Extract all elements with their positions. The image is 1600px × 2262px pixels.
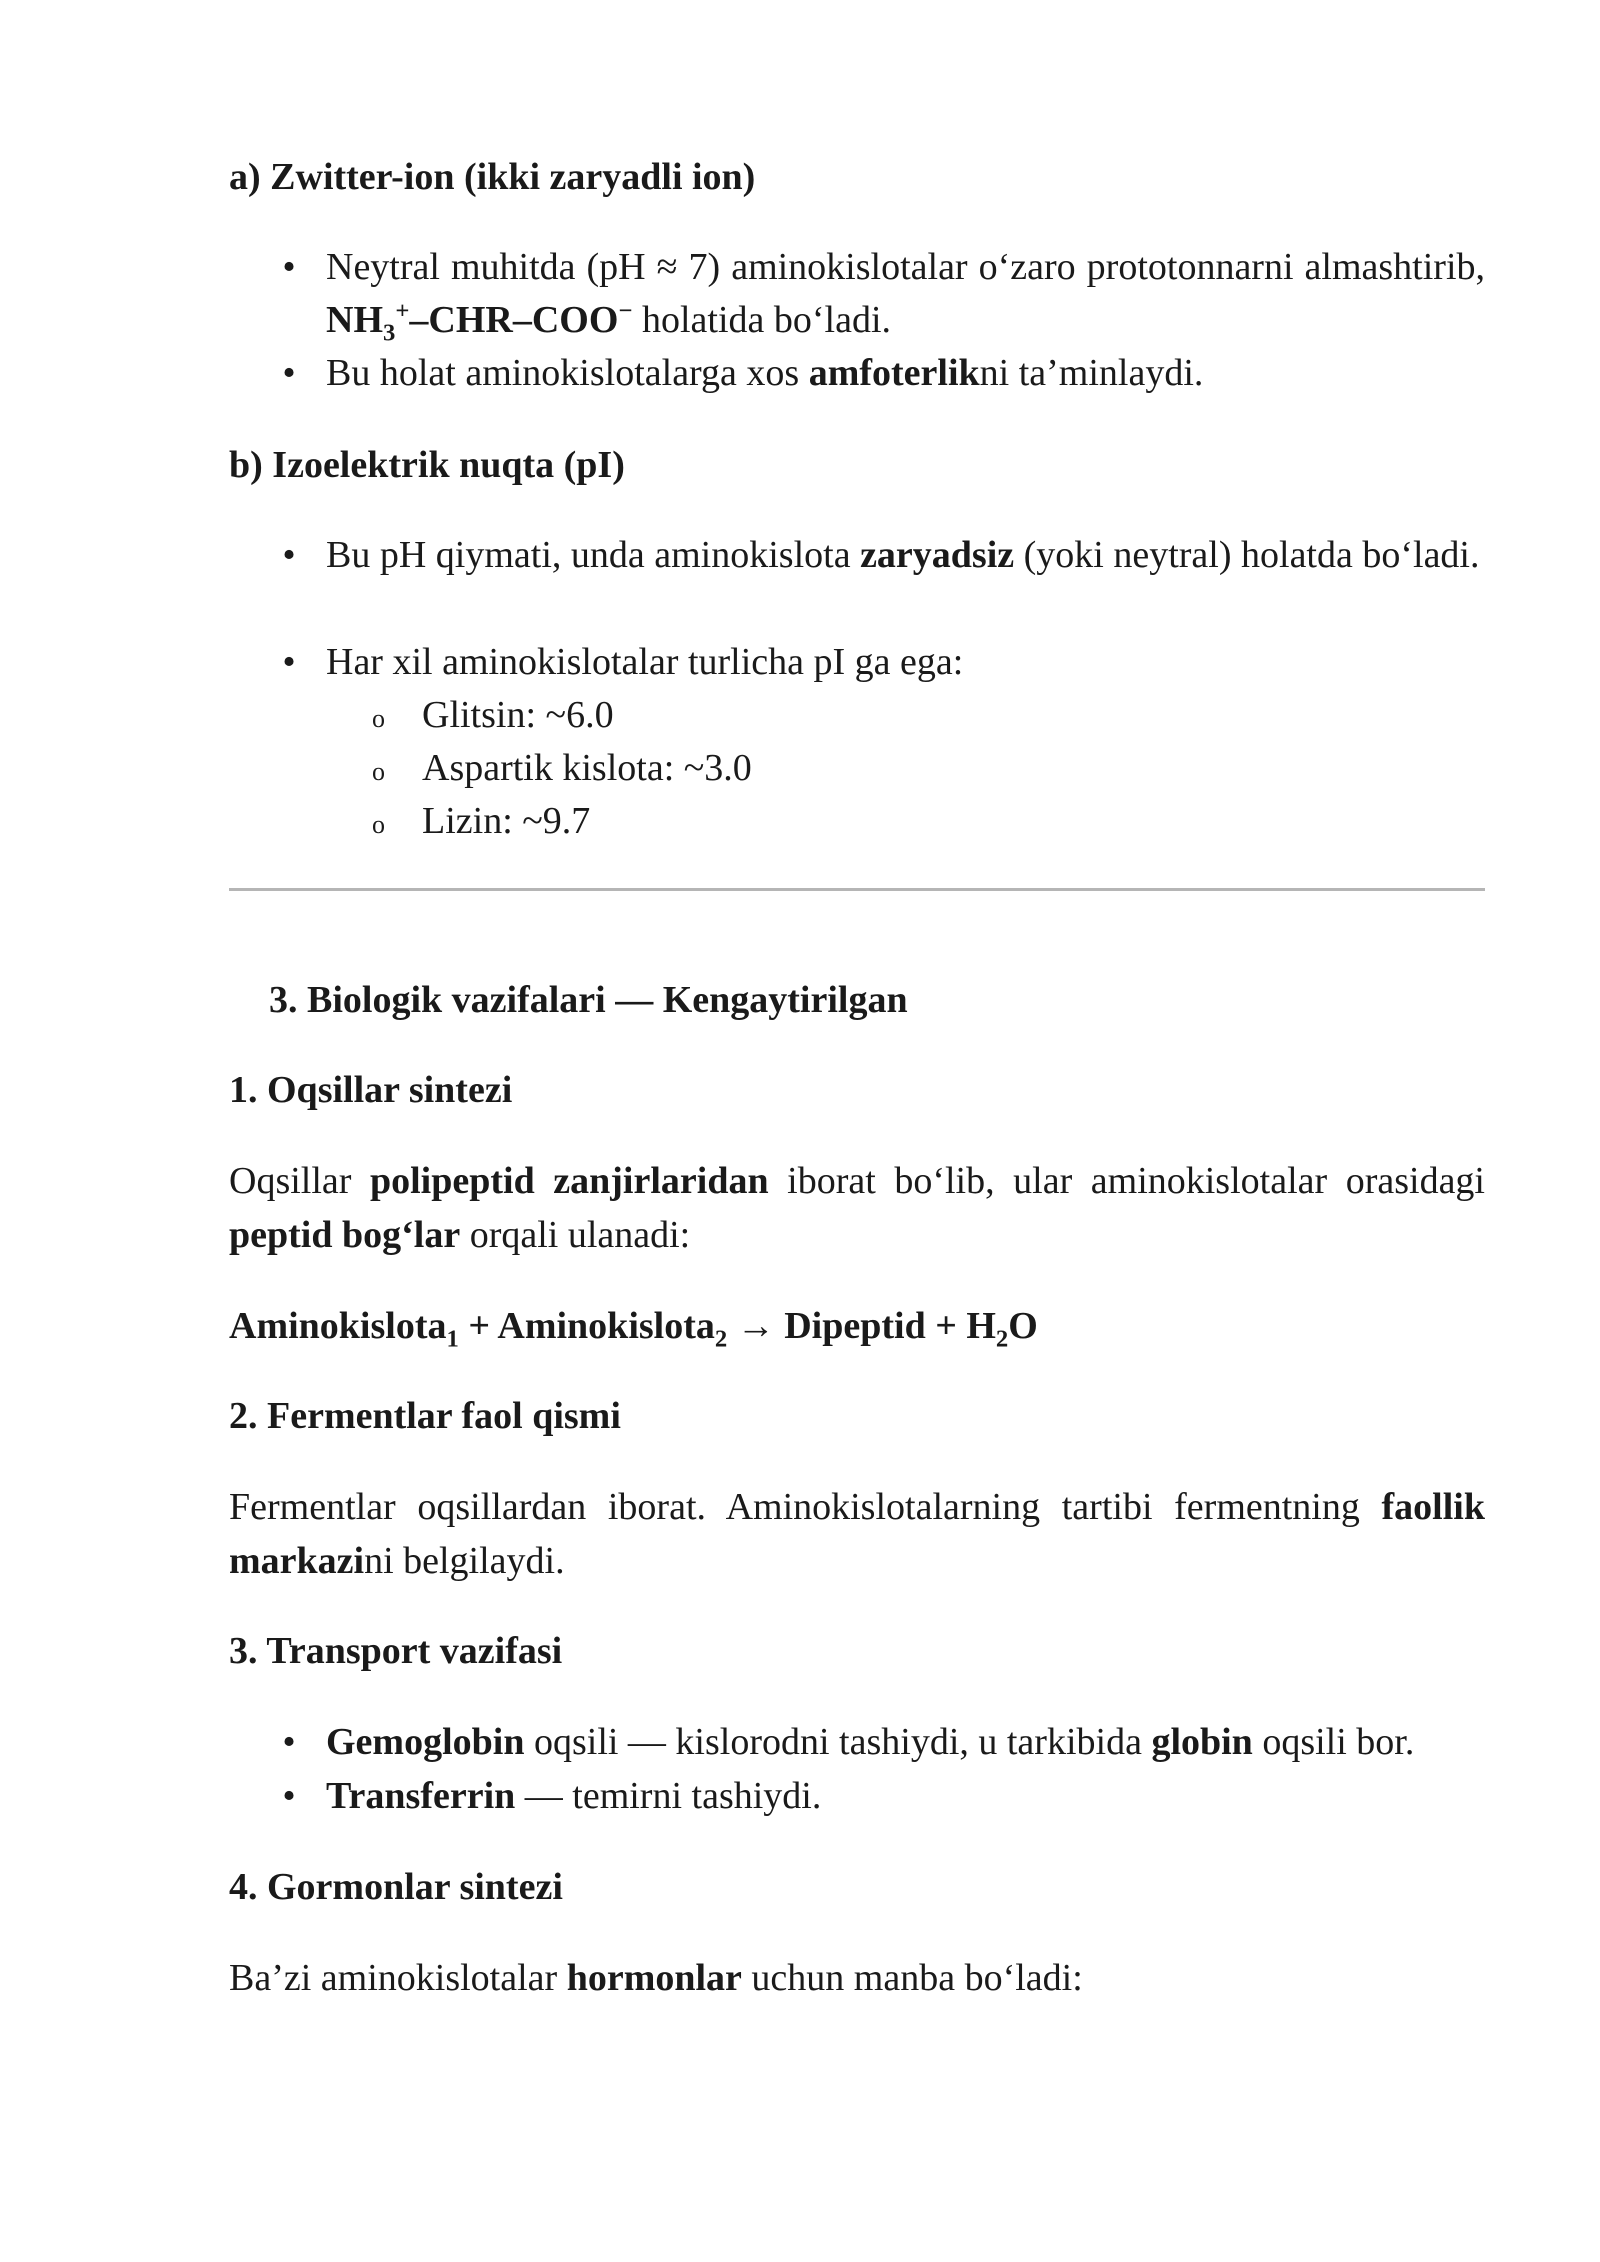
item-4-heading: 4. Gormonlar sintezi: [229, 1866, 563, 1908]
section-a-heading: a) Zwitter-ion (ikki zaryadli ion): [229, 156, 756, 198]
list-item-text: Neytral muhitda (pH ≈ 7) aminokislotalar o‘zaro prototonnarni almashtirib, $NH_3^+-CHR-COO^-$ holatida bo‘ladi.: [326, 246, 1485, 347]
sub-bullet-marker: o: [372, 704, 385, 733]
sub-bullet-marker: o: [372, 810, 385, 839]
item-2-heading: 2. Fermentlar faol qismi: [229, 1395, 621, 1437]
item-1-heading: 1. Oqsillar sintezi: [229, 1069, 513, 1111]
sub-bullet-marker: o: [372, 757, 385, 786]
peptid-formula: Aminokislota$_1$ + Aminokislota$_2$ → Dipeptid + $H_2O$: [229, 1305, 1038, 1353]
bullet-marker: •: [282, 534, 296, 576]
bullet-marker: •: [282, 1721, 296, 1763]
section-3-heading: 3. Biologik vazifalari — Kengaytirilgan: [269, 979, 908, 1021]
list-item-text: Bu holat aminokislotalarga xos amfoterlikni ta’minlaydi.: [326, 352, 1204, 394]
sub-list-item-text: Aspartik kislota: ~3.0: [422, 747, 752, 789]
list-item-text: Transferrin — temirni tashiydi.: [326, 1775, 822, 1817]
bullet-marker: •: [282, 1775, 296, 1817]
item-2-paragraph: Fermentlar oqsillardan iborat. Aminokislotalarning tartibi fermentning faollik markazini belgilaydi.: [229, 1486, 1485, 1582]
bullet-marker: •: [282, 641, 296, 683]
item-3-heading: 3. Transport vazifasi: [229, 1630, 563, 1672]
item-4-paragraph: Ba’zi aminokislotalar hormonlar uchun manba bo‘ladi:: [229, 1957, 1083, 1999]
item-1-paragraph: Oqsillar polipeptid zanjirlaridan iborat bo‘lib, ular aminokislotalar orasidagi peptid bog‘lar orqali ulanadi:: [229, 1160, 1485, 1256]
bullet-marker: •: [282, 246, 296, 288]
horizontal-divider: [229, 888, 1485, 891]
sub-list-item-text: Glitsin: ~6.0: [422, 694, 614, 736]
list-item-text: Har xil aminokislotalar turlicha pI ga ega:: [326, 641, 964, 683]
list-item-text: Bu pH qiymati, unda aminokislota zaryadsiz (yoki neytral) holatda bo‘ladi.: [326, 534, 1480, 576]
list-item-text: Gemoglobin oqsili — kislorodni tashiydi, u tarkibida globin oqsili bor.: [326, 1721, 1415, 1763]
bullet-marker: •: [282, 352, 296, 394]
section-b-heading: b) Izoelektrik nuqta (pI): [229, 444, 625, 486]
sub-list-item-text: Lizin: ~9.7: [422, 800, 591, 842]
